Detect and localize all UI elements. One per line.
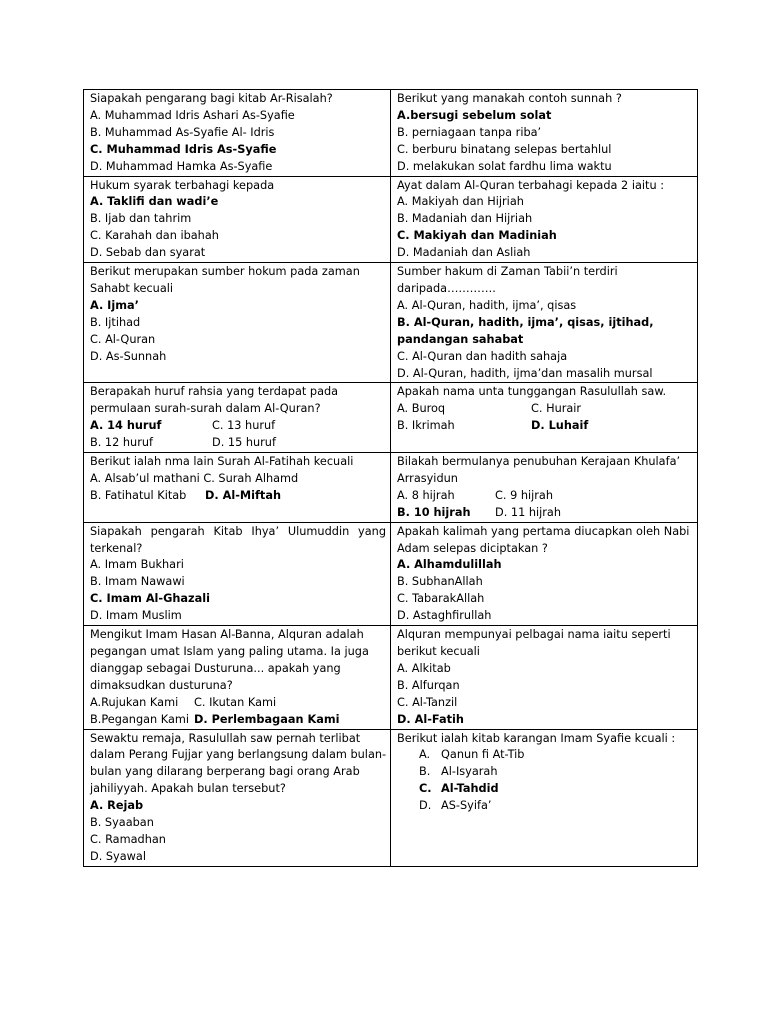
question-cell [391,90,698,177]
question-cell [391,453,698,523]
question-text: Alquran mempunyai pelbagai nama iaitu seperti [397,628,671,642]
option-b: B. Syaaban [90,816,154,830]
option-letter-b: B. [419,765,431,779]
option-a-answer: A. Rejab [90,799,144,813]
option-c-answer: Al-Tahdid [441,782,499,796]
option-a-answer: A. 14 huruf [90,419,162,433]
question-cell [84,90,391,177]
question-text: dalam Perang Fujjar yang berlangsung dalam bulan- [90,748,387,762]
option-c: C. 9 hijrah [495,488,554,502]
option-d: D. Imam Muslim [90,609,182,623]
option-d: D. Al-Quran, hadith, ijma’dan masalih mursal [397,366,653,380]
option-d-answer: D. Al-Fatih [397,712,464,726]
question-cell [391,383,698,453]
question-text: Berikut ialah nma lain Surah Al-Fatihah kecuali [90,455,354,469]
question-cell [84,176,391,263]
option-a-answer: A.bersugi sebelum solat [397,108,552,122]
option-d: D. Astaghfirullah [397,609,492,623]
option-c: C. Karahah dan ibahah [90,229,219,243]
question-text: Siapakah pengarah Kitab Ihya’ Ulumuddin yang [90,524,386,538]
question-text: Berikut merupakan sumber hokum pada zaman [90,265,360,279]
question-text: Apakah nama unta tunggangan Rasulullah saw. [397,385,667,399]
option-d: D. Madaniah dan Asliah [397,246,531,260]
option-c: C. Al-Quran dan hadith sahaja [397,349,568,363]
option-b: B. Ikrimah [397,419,455,433]
option-d: D. 15 huruf [212,436,276,450]
option-a: A. Al-Quran, hadith, ijma’, qisas [397,298,577,312]
option-d-answer: D. Luhaif [531,419,589,433]
table-row [84,626,698,729]
option-d: D. 11 hijrah [495,505,562,519]
question-text: Berikut yang manakah contoh sunnah ? [397,92,622,105]
option-d: D. Syawal [90,849,146,863]
question-text: Siapakah pengarang bagi kitab Ar-Risalah? [90,92,333,105]
option-d: D. Sebab dan syarat [90,246,206,260]
option-a: A. Makiyah dan Hijriah [397,195,524,209]
question-cell [391,522,698,625]
option-c: C. Ikutan Kami [194,695,277,709]
option-c-answer: C. Imam Al-Ghazali [90,592,211,606]
table-row [84,453,698,523]
question-cell [391,729,698,866]
question-cell [84,453,391,523]
option-c-answer: C. Muhammad Idris As-Syafie [90,142,277,156]
question-text: bulan yang dilarang berperang bagi orang Arab [90,765,360,779]
option-d: D. Muhammad Hamka As-Syafie [90,159,273,173]
question-text: dianggap sebagai Dusturuna... apakah yang [90,661,341,675]
option-c: C. Ramadhan [90,832,166,846]
question-text: Sewaktu remaja, Rasulullah saw pernah terlibat [90,731,361,745]
question-cell [84,626,391,729]
option-a: A. 8 hijrah [397,488,455,502]
option-b: B.Pegangan Kami [90,712,190,726]
option-b: B. Madaniah dan Hijriah [397,212,533,226]
question-cell [84,522,391,625]
option-b-answer-continued: pandangan sahabat [397,332,524,346]
option-a-answer: A. Alhamdulillah [397,558,502,572]
option-c: C. 13 huruf [212,419,276,433]
option-a: Qanun fi At-Tib [441,748,525,762]
question-text: daripada…………. [397,281,496,295]
table-row [84,263,698,383]
option-b-answer: B. Al-Quran, hadith, ijma’, qisas, ijtihad, [397,315,654,329]
option-a-answer: A. Taklifi dan wadi’e [90,195,219,209]
question-cell [84,729,391,866]
option-d-answer: D. Perlembagaan Kami [194,712,340,726]
option-d: AS-Syifa’ [441,799,492,813]
question-text: jahiliyyah. Apakah bulan tersebut? [90,782,286,796]
option-c: C. Al-Tanzil [397,695,458,709]
option-d: D. melakukan solat fardhu lima waktu [397,159,612,173]
question-text: Sahabt kecuali [90,281,174,295]
option-c: C. berburu binatang selepas bertahlul [397,142,612,156]
option-b: B. perniagaan tanpa riba’ [397,125,542,139]
question-text: terkenal? [90,541,143,555]
question-cell [84,383,391,453]
question-text: berikut kecuali [397,645,480,658]
table-row [84,729,698,866]
question-text: dimaksudkan dusturuna? [90,678,233,692]
quiz-table [83,89,698,867]
option-c-answer: C. Makiyah dan Madiniah [397,229,557,243]
question-text: Ayat dalam Al-Quran terbahagi kepada 2 iaitu : [397,178,664,192]
option-b: B. Alfurqan [397,678,460,692]
option-a: A. Imam Bukhari [90,558,184,572]
option-d-answer: D. Al-Miftah [205,488,282,502]
option-c: C. Hurair [531,402,582,416]
question-text: Mengikut Imam Hasan Al-Banna, Alquran adalah [90,628,364,642]
option-d: D. As-Sunnah [90,349,167,363]
table-row [84,176,698,263]
option-b: B. Fatihatul Kitab [90,488,187,502]
option-a: A.Rujukan Kami [90,695,179,709]
option-b: B. Ijtihad [90,315,141,329]
option-b-answer: B. 10 hijrah [397,505,471,519]
option-letter-d: D. [419,799,432,813]
option-b: Al-Isyarah [441,765,498,779]
question-text: Adam selepas diciptakan ? [397,541,548,555]
option-b: B. Imam Nawawi [90,575,185,589]
question-text: Berikut ialah kitab karangan Imam Syafie kcuali : [397,731,676,745]
question-cell [84,263,391,383]
question-cell [391,176,698,263]
table-row [84,90,698,177]
question-text: Arrasyidun [397,471,458,485]
question-cell [391,626,698,729]
option-a-answer: A. Ijma’ [90,298,139,312]
option-letter-a: A. [419,748,431,762]
option-a: A. Alkitab [397,661,451,675]
option-a: A. Muhammad Idris Ashari As-Syafie [90,108,295,122]
question-text: permulaan surah-surah dalam Al-Quran? [90,402,321,416]
option-b: B. Ijab dan tahrim [90,212,192,226]
question-text: Sumber hakum di Zaman Tabii’n terdiri [397,265,618,279]
question-text: Bilakah bermulanya penubuhan Kerajaan Khulafa’ [397,455,681,469]
option-c: C. TabarakAllah [397,592,485,606]
question-text: pegangan umat Islam yang paling utama. Ia juga [90,645,369,658]
option-b: B. Muhammad As-Syafie Al- Idris [90,125,275,139]
option-b: B. SubhanAllah [397,575,483,589]
table-row [84,383,698,453]
option-b: B. 12 huruf [90,436,153,450]
question-text: Apakah kalimah yang pertama diucapkan oleh Nabi [397,524,690,538]
question-text: Berapakah huruf rahsia yang terdapat pada [90,385,339,399]
question-text: Hukum syarak terbahagi kepada [90,178,275,192]
question-cell [391,263,698,383]
option-c: C. Al-Quran [90,332,156,346]
option-a: A. Buroq [397,402,446,416]
option-letter-c: C. [419,782,432,796]
table-row [84,522,698,625]
option-a-c: A. Alsab’ul mathani C. Surah Alhamd [90,471,299,485]
